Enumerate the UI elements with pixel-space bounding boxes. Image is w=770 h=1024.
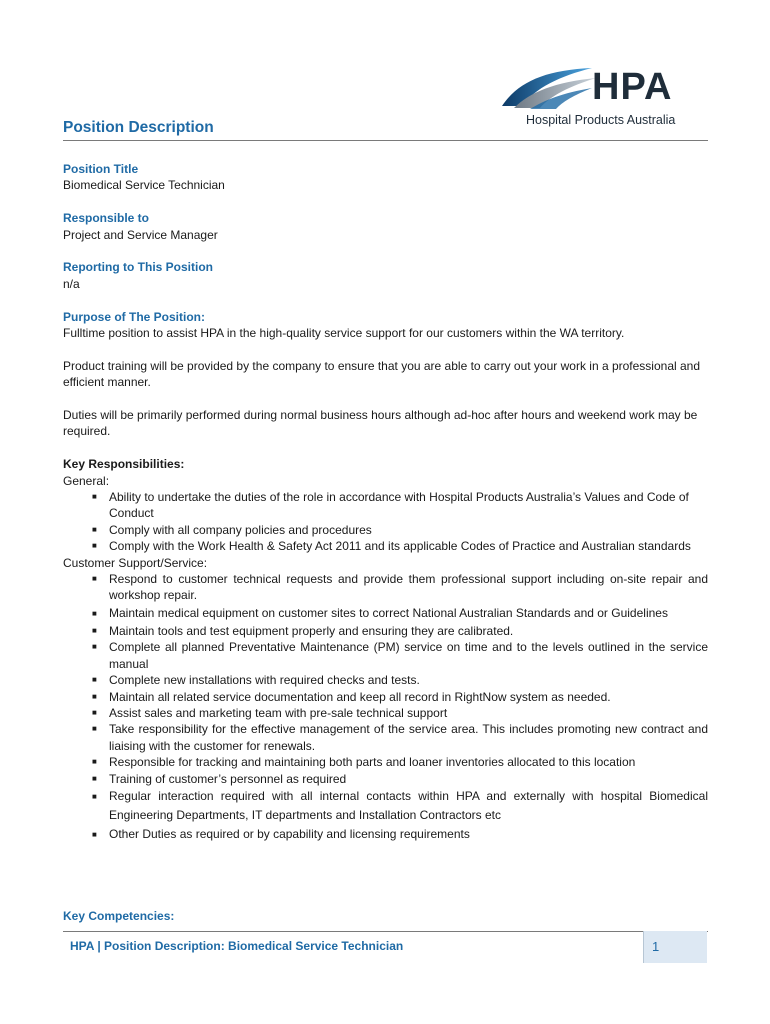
general-list bbox=[63, 489, 708, 555]
customer-list bbox=[63, 571, 708, 844]
title-divider bbox=[63, 140, 708, 141]
list-item: ■ Regular interaction required with all internal contacts within HPA and externally with hospital Biomedical Engineering Departments, IT departments and Installation Contractors etc bbox=[92, 788, 708, 822]
responsible-to-section bbox=[63, 210, 708, 243]
general-subheading: General: bbox=[63, 473, 110, 488]
list-item: ■ Maintain all related service documentation and keep all record in RightNow system as needed. bbox=[92, 689, 611, 704]
purpose-paragraph: Fulltime position to assist HPA in the high-quality service support for our customers within the WA territory. bbox=[63, 326, 625, 341]
document-body bbox=[63, 161, 708, 844]
purpose-heading: Purpose of The Position: bbox=[63, 309, 206, 324]
list-item: ■ Assist sales and marketing team with pre-sale technical support bbox=[92, 705, 448, 720]
responsible-to-value: Project and Service Manager bbox=[63, 227, 218, 242]
list-item: ■ Training of customer’s personnel as required bbox=[92, 771, 347, 786]
list-item: ■ Take responsibility for the effective management of the service area. This includes promoting new contract and liaising with the customer for renewals. bbox=[92, 722, 708, 753]
list-item: ■ Comply with all company policies and procedures bbox=[92, 522, 372, 537]
responsibilities-heading: Key Responsibilities: bbox=[63, 457, 185, 472]
customer-subheading: Customer Support/Service: bbox=[63, 555, 208, 570]
reporting-value: n/a bbox=[63, 276, 80, 291]
purpose-paragraph: Duties will be primarily performed during normal business hours although ad-hoc after hours and weekend work may be required. bbox=[63, 408, 698, 439]
list-item: ■ Respond to customer technical requests and provide them professional support including on-site repair and workshop repair. bbox=[92, 572, 708, 603]
logo-tagline: Hospital Products Australia bbox=[526, 113, 676, 127]
position-title-heading: Position Title bbox=[63, 162, 139, 176]
list-item: ■ Complete new installations with required checks and tests. bbox=[92, 673, 420, 688]
list-item: ■ Complete all planned Preventative Maintenance (PM) service on time and to the levels outlined in the service manual bbox=[92, 640, 708, 671]
page-number: 1 bbox=[652, 939, 660, 954]
purpose-section bbox=[63, 309, 708, 440]
list-item: ■ Other Duties as required or by capability and licensing requirements bbox=[92, 826, 470, 841]
page-number-box bbox=[643, 931, 707, 963]
competencies-heading: Key Competencies: bbox=[63, 909, 175, 923]
purpose-paragraph: Product training will be provided by the company to ensure that you are able to carry out your work in a professional and efficient manner. bbox=[63, 358, 701, 390]
reporting-section bbox=[63, 259, 708, 292]
position-title-section bbox=[63, 161, 708, 194]
responsible-to-heading: Responsible to bbox=[63, 211, 150, 226]
position-title-value: Biomedical Service Technician bbox=[63, 178, 225, 193]
swoosh-logo-icon bbox=[500, 62, 600, 112]
reporting-heading: Reporting to This Position bbox=[63, 260, 213, 275]
hpa-logo bbox=[500, 62, 710, 132]
list-item: ■ Maintain medical equipment on customer sites to correct National Australian Standards and or Guidelines bbox=[92, 605, 668, 620]
list-item: ■ Ability to undertake the duties of the role in accordance with Hospital Products Australia’s Values and Code of Conduct bbox=[92, 490, 689, 521]
footer-text: HPA | Position Description: Biomedical Service Technician bbox=[70, 939, 404, 953]
document-title: Position Description bbox=[63, 119, 214, 136]
list-item: ■ Maintain tools and test equipment properly and ensuring they are calibrated. bbox=[92, 623, 514, 638]
responsibilities-section bbox=[63, 456, 708, 844]
list-item: ■ Responsible for tracking and maintaining both parts and loaner inventories allocated to this location bbox=[92, 755, 636, 770]
list-item: ■ Comply with the Work Health & Safety Act 2011 and its applicable Codes of Practice and Australian standards bbox=[92, 539, 691, 554]
logo-wordmark: HPA bbox=[592, 66, 673, 108]
footer-divider bbox=[63, 931, 708, 932]
